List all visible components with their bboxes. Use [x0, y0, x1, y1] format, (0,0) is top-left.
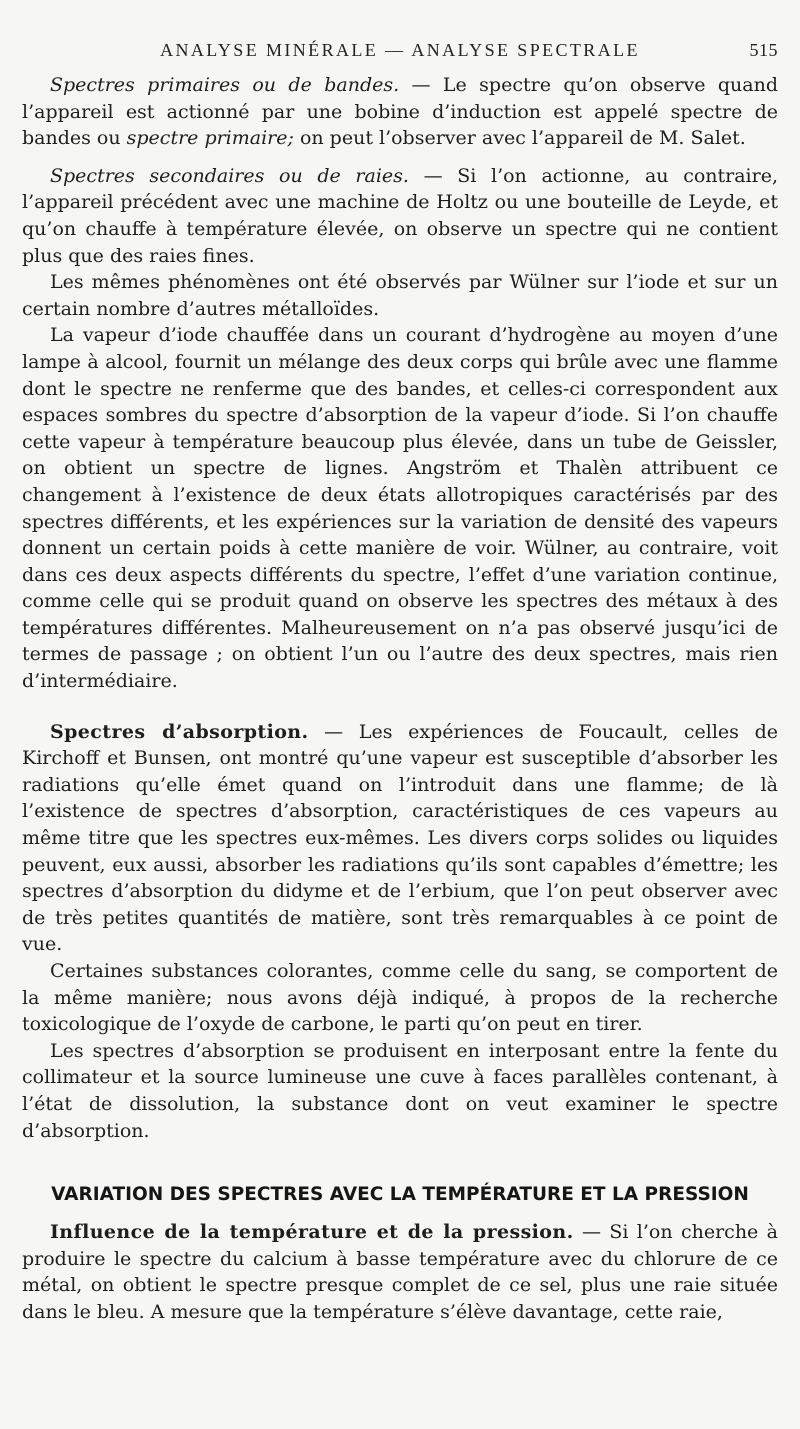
paragraph-text: — Si l’on cherche à produire le spectre du calcium à basse température avec du chlorure de ce métal, on obtient le spectre presque complet de ce sel, plus une raie située dans le bleu. A mesure que la température s’élève davantage, cette raie,: [22, 1221, 778, 1323]
paragraph-primary-spectra: [22, 72, 778, 152]
paragraph-lead: Spectres d’absorption.: [50, 720, 309, 743]
paragraph-coloring-substances: Certaines substances colorantes, comme celle du sang, se comportent de la même manière; nous avons déjà indiqué, à propos de la recherche toxicologique de l’oxyde de carbone, le parti qu’on peut en tirer.: [22, 960, 778, 1036]
running-head-title: ANALYSE MINÉRALE — ANALYSE SPECTRALE: [160, 40, 640, 60]
paragraph-text: — Si l’on actionne, au contraire, l’appareil précédent avec une machine de Holtz ou une bouteille de Leyde, et qu’on chauffe à température élevée, on observe un spectre qui ne contient plus que des raies fines.: [22, 164, 778, 267]
page-number: 515: [749, 40, 778, 60]
paragraph-text: on peut l’observer avec l’appareil de M. Salet.: [293, 127, 746, 150]
paragraph-temperature-pressure: [22, 1219, 778, 1325]
paragraph-lead: Spectres primaires ou de bandes.: [50, 74, 400, 96]
paragraph-absorption-method: Les spectres d’absorption se produisent en interposant entre la fente du collimateur et la source lumineuse une cuve à faces parallèles contenant, à l’état de dissolution, la substance dont on veut examiner le spectre d’absorption.: [22, 1039, 778, 1142]
document-page: [22, 40, 778, 1326]
paragraph-lead: Spectres secondaires ou de raies.: [50, 164, 409, 187]
paragraph-lead: Influence de la température et de la pression.: [50, 1221, 574, 1244]
paragraph-secondary-spectra: [22, 163, 778, 269]
paragraph-iode-vapour: La vapeur d’iode chauffée dans un courant d’hydrogène au moyen d’une lampe à alcool, fournit un mélange des deux corps qui brûle avec une flamme dont le spectre ne renferme que des bandes, et celles-ci correspondent aux espaces sombres du spectre d’absorption de la vapeur d’iode. Si l’on chauffe cette vapeur à température beaucoup plus élevée, dans un tube de Geissler, on obtient un spectre de lignes. Angström et Thalèn attribuent ce changement à l’existence de deux états allotropiques caractérisés par des spectres différents, et les expériences sur la variation de densité des vapeurs donnent un certain poids à cette manière de voir. Wülner, au contraire, voit dans ces deux aspects différents du spectre, l’effet d’une variation continue, comme celle qui se produit quand on observe les spectres des métaux à des températures différentes. Malheureusement on n’a pas observé jusqu’ici de termes de passage ; on obtient l’un ou l’autre des deux spectres, mais rien d’intermédiaire.: [22, 324, 778, 693]
paragraph-text: — Le spectre qu’on observe quand l’appareil est actionné par une bobine d’induction est appelé spectre de bandes ou: [22, 74, 778, 150]
paragraph-emphasis: spectre primaire;: [126, 127, 294, 150]
paragraph-wulner-iode: Les mêmes phénomènes ont été observés par Wülner sur l’iode et sur un certain nombre d’autres métalloïdes.: [22, 271, 778, 320]
running-head: [22, 40, 778, 72]
paragraph-absorption-spectra: [22, 719, 778, 958]
paragraph-text: — Les expériences de Foucault, celles de Kirchoff et Bunsen, ont montré qu’une vapeur est susceptible d’absorber les radiations qu’elle émet quand on l’introduit dans une flamme; de là l’existence de spectres d’absorption, caractéristiques de ces vapeurs au même titre que les spectres eux-mêmes. Les divers corps solides ou liquides peuvent, eux aussi, absorber les radiations qu’ils sont capables d’émettre; les spectres d’absorption du didyme et de l’erbium, que l’on peut observer avec de très petites quantités de matière, sont très remarquables à ce point de vue.: [22, 720, 778, 956]
section-heading: VARIATION DES SPECTRES AVEC LA TEMPÉRATURE ET LA PRESSION: [51, 1184, 749, 1206]
